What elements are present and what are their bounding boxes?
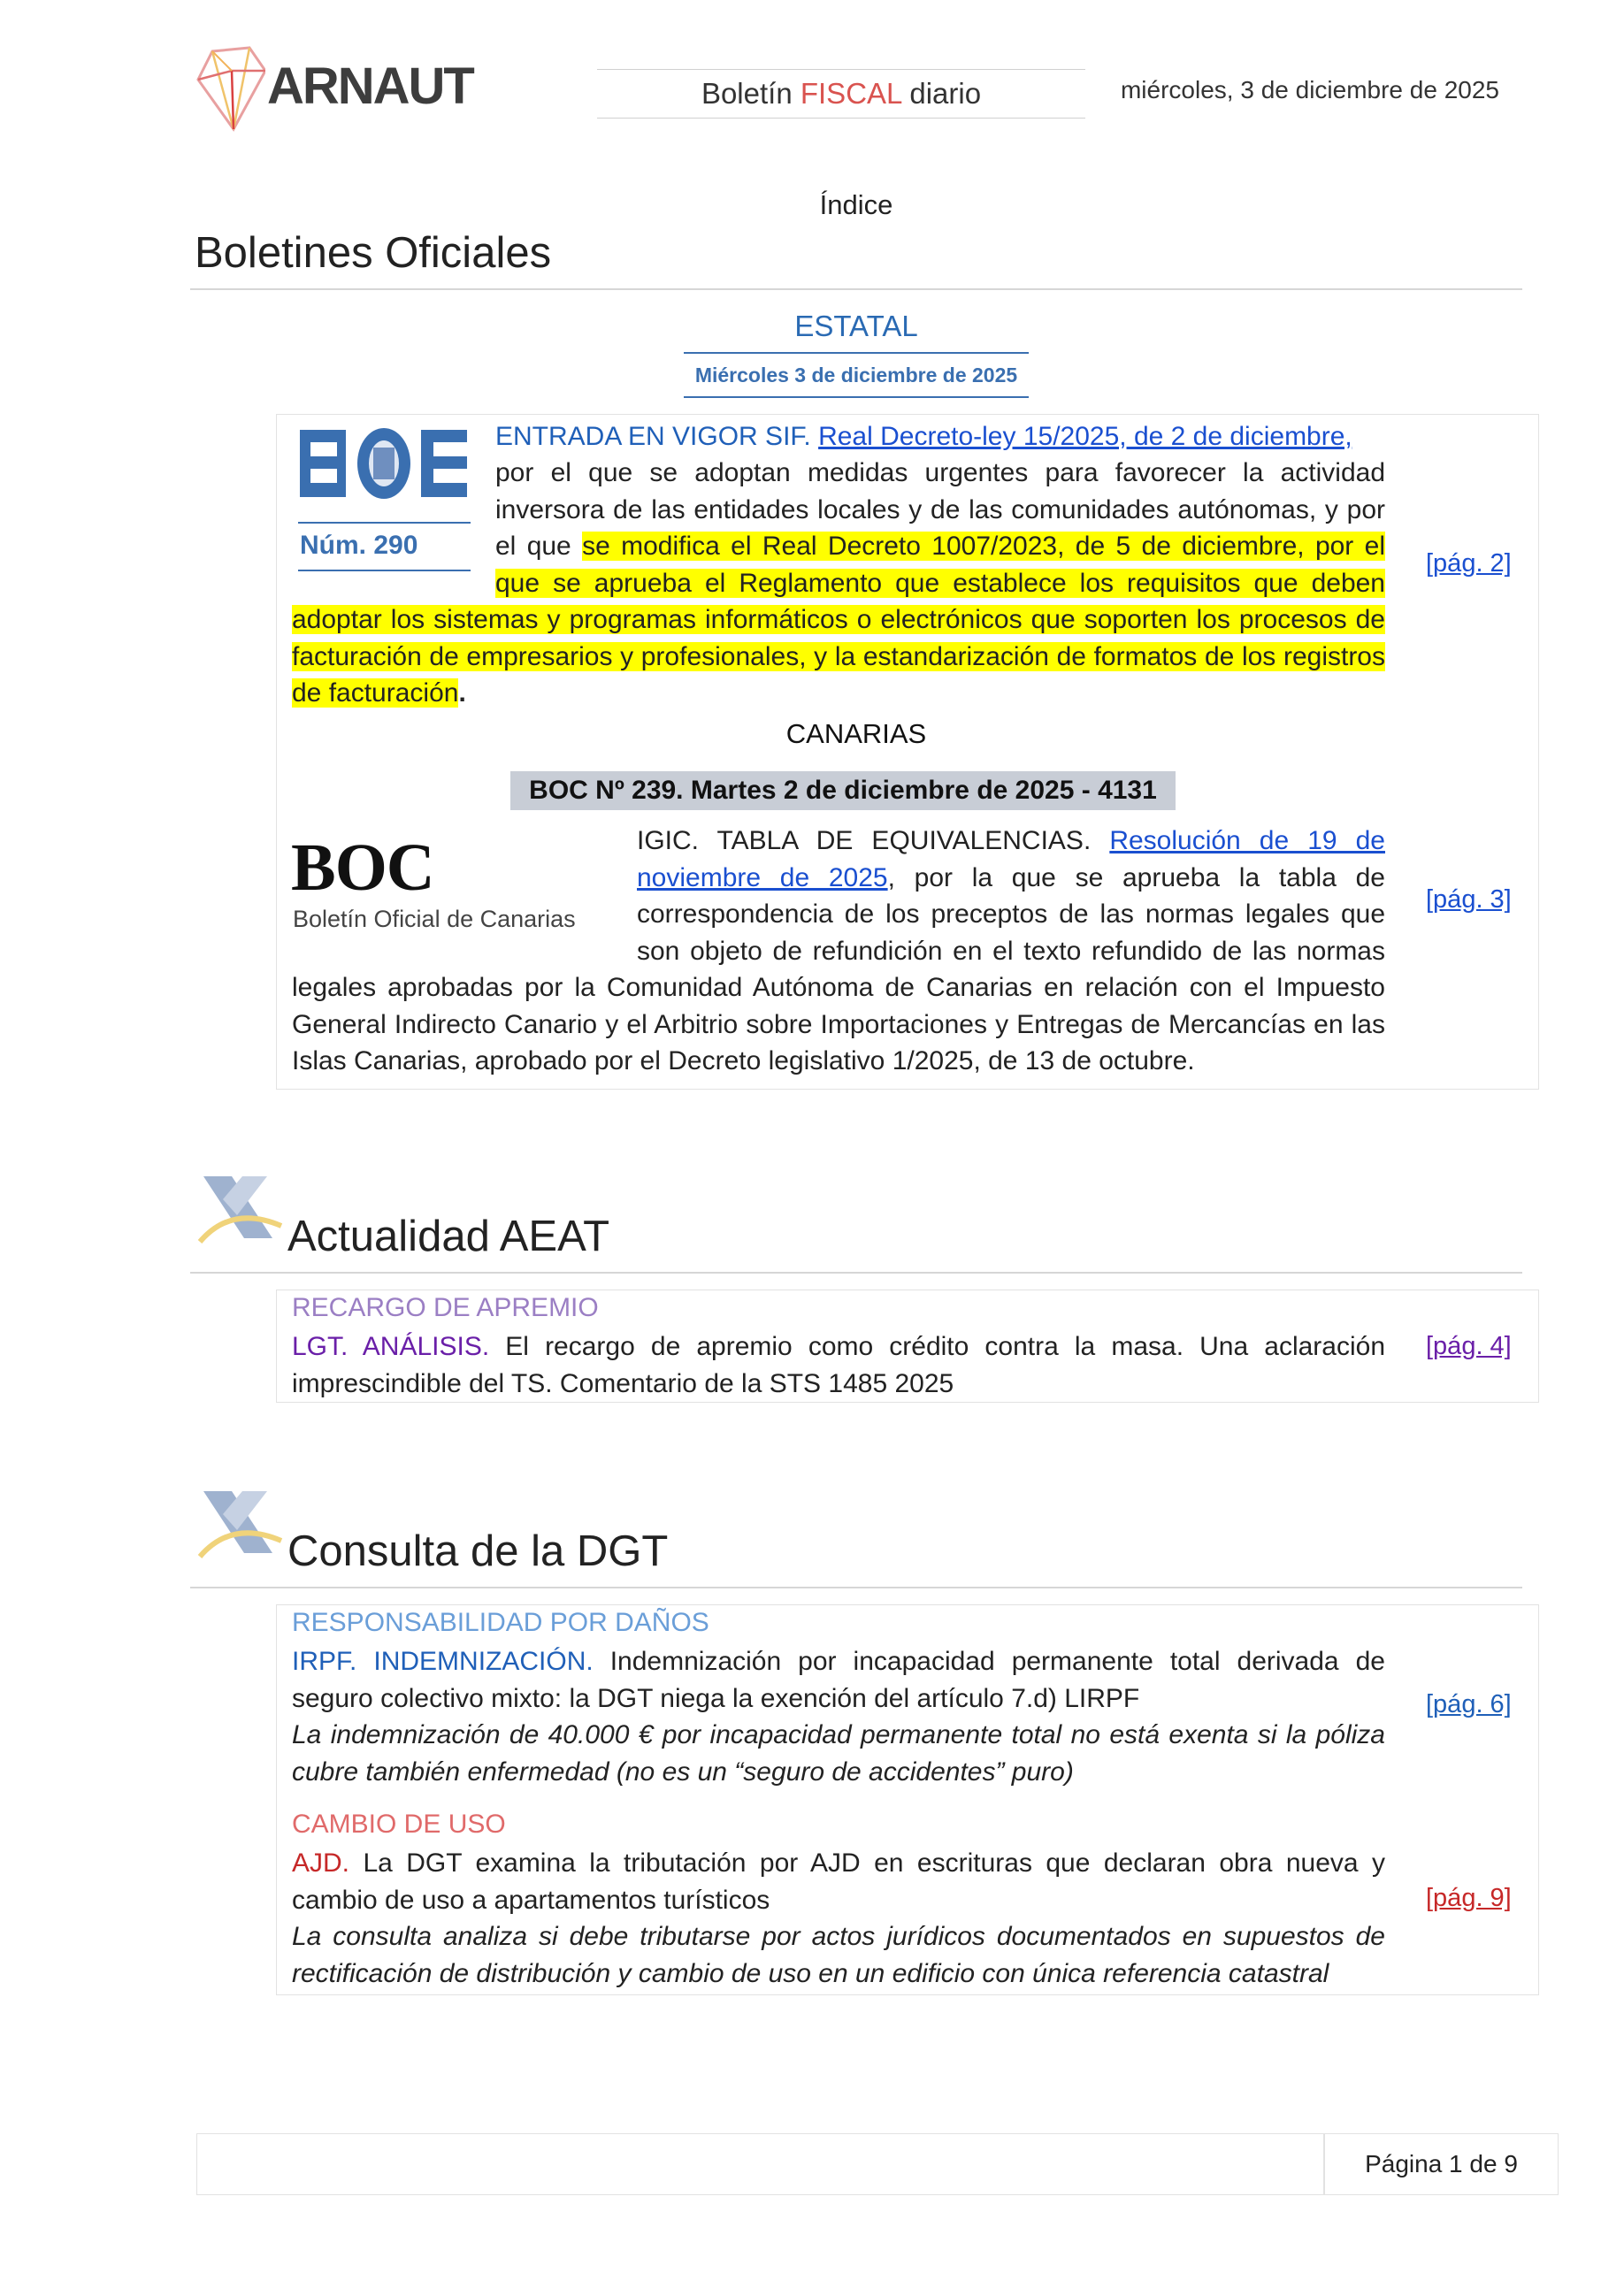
dgt-item-page-link[interactable]: [pág. 9] — [1426, 1884, 1512, 1912]
boc-text: , por la que se aprueba la tabla de correspondencia de los preceptos de las normas legales que son objeto de refundición en el texto refundido de las normas legales aprobadas por la Comunidad Autónoma de Canarias en relación con el Impuesto General Indirecto Canario y el Arbitrio sobre Importaciones y Entregas de Mercancías en las Islas Canarias, aprobado por el Decreto legislativo 1/2025, de 13 de octubre. — [292, 862, 1385, 1075]
bulletin-highlight: FISCAL — [800, 77, 902, 110]
boe-entry-body: por el que se adoptan medidas urgentes para favorecer la actividad inversora de las entidades locales y de las comunidades autónomas, y por el que se modifica el Real Decreto 1007/2023, de 5 de diciembre, por el que se aprueba el Reglamento que establece los requisitos que deben adoptar los sistemas y programas informáticos o electrónicos que soporten los procesos de facturación de empresarios y profesionales, y la estandarización de formatos de los registros de facturación. — [292, 458, 1385, 708]
estatal-label: ESTATAL — [794, 310, 918, 342]
boc-page-link[interactable]: [pág. 3] — [1426, 885, 1512, 914]
boc-banner: BOC Nº 239. Martes 2 de diciembre de 2025 - 4131 — [510, 771, 1176, 810]
dgt-item-summary: La indemnización de 40.000 € por incapacidad permanente total no está exenta si la póliza cubre también enfermedad (no es un “seguro de accidentes” puro) — [292, 1720, 1385, 1787]
footer — [196, 2133, 1559, 2195]
section-divider — [190, 1272, 1522, 1274]
dgt-logo-icon — [196, 1484, 285, 1564]
estatal-date: Miércoles 3 de diciembre de 2025 — [684, 352, 1029, 398]
boe-number: Núm. 290 — [300, 531, 418, 560]
dgt-item-heading: AJD. — [292, 1848, 350, 1878]
index-link[interactable]: Índice — [819, 189, 893, 220]
boe-link[interactable]: Real Decreto-ley 15/2025, de 2 de diciembre, — [818, 422, 1352, 451]
boc-link[interactable]: Resolución de 19 de noviembre de 2025 — [637, 826, 1385, 892]
arnaut-logo — [196, 44, 471, 133]
section-title-dgt: Consulta de la DGT — [287, 1527, 669, 1575]
dgt-item-category: CAMBIO DE USO — [292, 1810, 506, 1839]
bulletin-title: Boletín FISCAL diario — [597, 69, 1085, 119]
dgt-item-text: La DGT examina la tributación por AJD en escrituras que declaran obra nueva y cambio de uso a apartamentos turísticos — [292, 1848, 1385, 1915]
boc-logo-sub: Boletín Oficial de Canarias — [293, 906, 576, 932]
dgt-item-text: Indemnización por incapacidad permanente total derivada de seguro colectivo mixto: la DGT niega la exención del artículo 7.d) LIRPF — [292, 1647, 1385, 1713]
header-date: miércoles, 3 de diciembre de 2025 — [1120, 76, 1499, 103]
boc-heading: IGIC. TABLA DE EQUIVALENCIAS. — [637, 826, 1092, 855]
boe-highlight-text: se modifica el Real Decreto 1007/2023, de 5 de diciembre, por el que se aprueba el Reglamento que establece los requisitos que deben adoptar los sistemas y programas informáticos o electrónicos que soporten los procesos de facturación de empresarios y profesionales, y la estandarización de formatos de los registros de facturación — [292, 532, 1385, 708]
section-divider — [190, 1587, 1522, 1588]
boe-entry-top — [495, 418, 1385, 455]
dgt-item-heading: IRPF. INDEMNIZACIÓN. — [292, 1647, 594, 1676]
boc-logo-text: BOC — [291, 830, 434, 905]
aeat-text: El recargo de apremio como crédito contra la masa. Una aclaración imprescindible del TS. Comentario de la STS 1485 2025 — [292, 1332, 1386, 1398]
aeat-page-link[interactable]: [pág. 4] — [1426, 1332, 1512, 1360]
logo-text: ARNAUT — [267, 57, 473, 115]
aeat-entry — [292, 1328, 1385, 1402]
dgt-item — [292, 1643, 1385, 1790]
boc-entry — [292, 823, 1385, 1080]
section-divider — [190, 288, 1522, 290]
dgt-item — [292, 1845, 1385, 1992]
boe-text: por el que se adoptan medidas urgentes para favorecer la actividad inversora de las entidades locales y de las comunidades autónomas, y por el que — [495, 458, 1385, 561]
boe-page-link[interactable]: [pág. 2] — [1426, 549, 1512, 578]
aeat-heading: LGT. ANÁLISIS. — [292, 1332, 490, 1361]
section-title-aeat: Actualidad AEAT — [287, 1213, 610, 1260]
section-title-boletines: Boletines Oficiales — [195, 229, 552, 277]
canarias-label: CANARIAS — [785, 718, 927, 749]
aeat-logo-icon — [196, 1169, 285, 1249]
dgt-item-category: RESPONSABILIDAD POR DAÑOS — [292, 1608, 709, 1637]
aeat-category: RECARGO DE APREMIO — [292, 1293, 599, 1322]
boe-heading: ENTRADA EN VIGOR SIF. — [495, 422, 811, 451]
arnaut-gem-icon — [196, 44, 265, 133]
dgt-item-summary: La consulta analiza si debe tributarse por actos jurídicos documentados en supuestos de rectificación de distribución y cambio de uso en un edificio con única referencia catastral — [292, 1922, 1385, 1988]
page-number: Página 1 de 9 — [1365, 2150, 1518, 2177]
dgt-item-page-link[interactable]: [pág. 6] — [1426, 1690, 1512, 1718]
